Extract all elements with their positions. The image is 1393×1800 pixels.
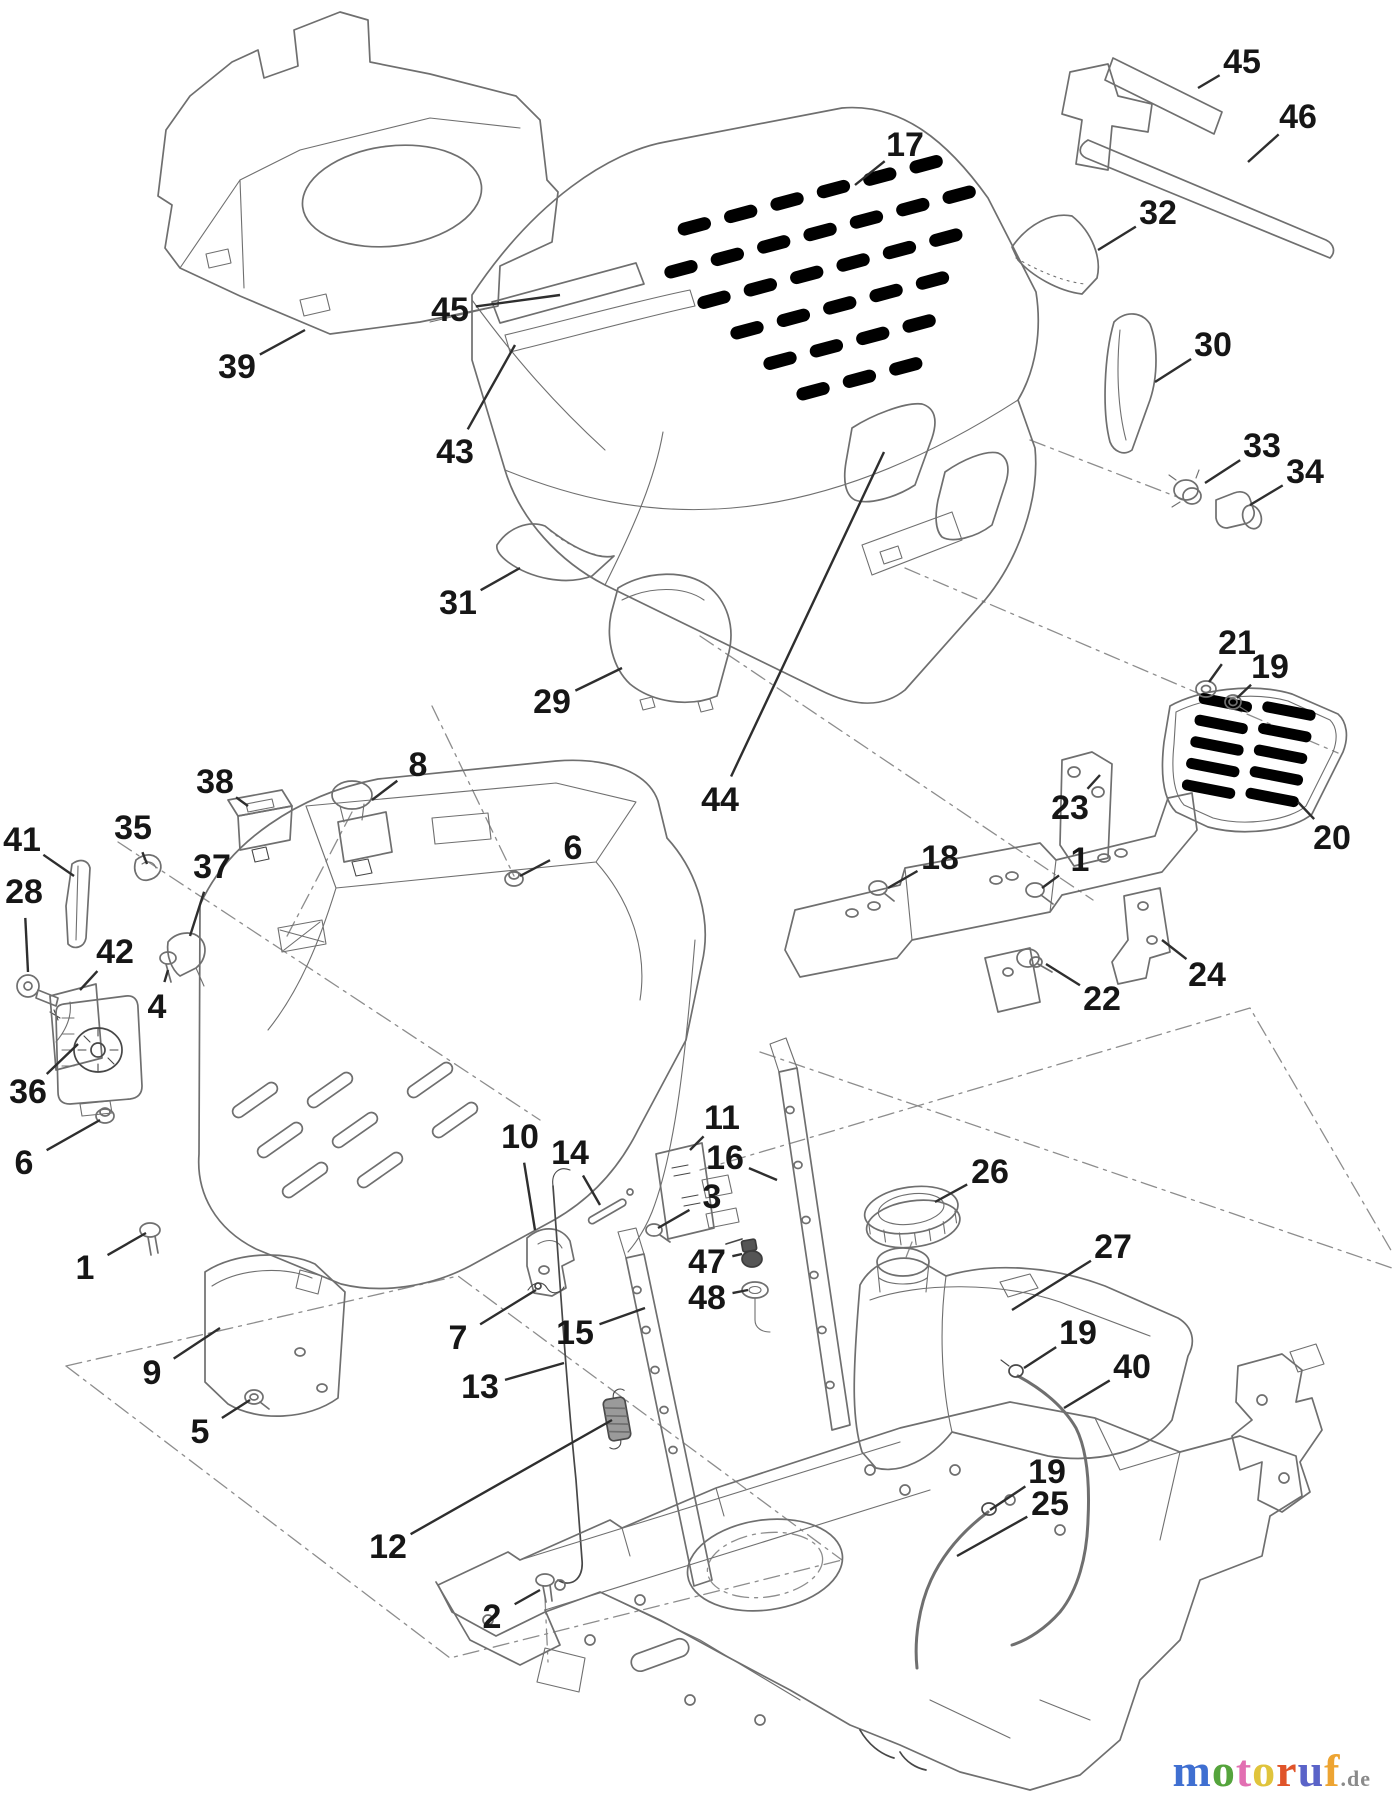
callout-21: 21 — [1218, 624, 1256, 662]
leader-line-47 — [732, 1254, 742, 1256]
leader-line-25 — [957, 1517, 1027, 1556]
leader-line-4 — [164, 970, 168, 982]
callout-35: 35 — [114, 809, 152, 847]
callout-34: 34 — [1286, 453, 1324, 491]
callout-29: 29 — [533, 683, 571, 721]
part-bulb-34 — [1216, 492, 1265, 532]
leader-line-6 — [47, 1120, 100, 1150]
leader-line-41 — [43, 855, 74, 876]
callout-20: 20 — [1313, 819, 1351, 857]
leader-line-33 — [1205, 460, 1240, 483]
callout-42: 42 — [96, 933, 134, 971]
callout-1: 1 — [1070, 841, 1090, 879]
watermark-letter: f — [1324, 1745, 1341, 1796]
leader-line-16 — [749, 1168, 777, 1180]
callout-27: 27 — [1094, 1228, 1132, 1266]
callout-17: 17 — [886, 126, 924, 164]
part-filler-neck — [877, 1248, 929, 1292]
callout-45: 45 — [431, 291, 469, 329]
callout-14: 14 — [551, 1134, 589, 1172]
hood-decal-45 — [492, 263, 644, 323]
leader-line-44 — [731, 452, 884, 776]
callout-31: 31 — [439, 584, 477, 622]
callout-11: 11 — [704, 1099, 740, 1137]
leader-line-31 — [481, 568, 520, 590]
part-decal-45b — [1105, 58, 1222, 134]
leader-line-32 — [1098, 227, 1136, 250]
motoruf-watermark — [1172, 1745, 1372, 1796]
part-lower-panel-9 — [205, 1255, 345, 1416]
callout-23: 23 — [1051, 789, 1089, 827]
part-bolt-2 — [536, 1574, 554, 1602]
callout-32: 32 — [1139, 194, 1177, 232]
watermark-letter: o — [1252, 1745, 1277, 1796]
leader-line-28 — [25, 918, 28, 972]
watermark-letter: u — [1297, 1745, 1325, 1796]
callout-18: 18 — [921, 839, 959, 877]
motoruf-watermark-suffix: .de — [1340, 1766, 1371, 1791]
callout-33: 33 — [1243, 427, 1281, 465]
callout-25: 25 — [1031, 1485, 1069, 1523]
callout-3: 3 — [702, 1178, 722, 1216]
callout-19: 19 — [1028, 1453, 1066, 1491]
callout-39: 39 — [218, 348, 256, 386]
callout-46: 46 — [1279, 98, 1317, 136]
part-bulb-socket-33 — [1169, 470, 1201, 507]
callout-13: 13 — [461, 1368, 499, 1406]
part-trim-32 — [1012, 215, 1098, 294]
callout-28: 28 — [5, 873, 43, 911]
callout-6: 6 — [14, 1144, 34, 1182]
part-trim-46 — [1062, 64, 1333, 258]
leader-line-39 — [260, 330, 305, 355]
callout-24: 24 — [1188, 956, 1226, 994]
leader-line-48 — [733, 1290, 748, 1293]
callout-22: 22 — [1083, 980, 1121, 1018]
callout-19: 19 — [1059, 1314, 1097, 1352]
callout-7: 7 — [448, 1319, 468, 1357]
part-grille — [1163, 688, 1347, 831]
hood-vents — [653, 147, 1017, 426]
leader-line-34 — [1250, 485, 1283, 505]
line-art — [14, 12, 1392, 1790]
callout-47: 47 — [688, 1243, 726, 1281]
callout-48: 48 — [688, 1279, 726, 1317]
callout-15: 15 — [556, 1314, 594, 1352]
part-key-28 — [17, 975, 60, 1020]
leader-line-19 — [990, 1486, 1025, 1510]
callout-12: 12 — [369, 1528, 407, 1566]
motoruf-watermark-word — [1173, 1745, 1341, 1796]
leader-line-12 — [411, 1420, 612, 1534]
part-blower-housing — [158, 12, 558, 334]
leader-line-43 — [468, 345, 515, 429]
callout-40: 40 — [1113, 1348, 1151, 1386]
leader-line-3 — [658, 1210, 689, 1228]
part-console — [199, 760, 705, 1294]
callout-45: 45 — [1223, 43, 1261, 81]
callout-4: 4 — [147, 988, 167, 1026]
leader-line-13 — [505, 1363, 564, 1380]
leader-line-7 — [480, 1290, 536, 1324]
callout-5: 5 — [190, 1413, 210, 1451]
leader-line-10 — [524, 1163, 535, 1230]
callout-8: 8 — [408, 746, 428, 784]
leader-line-29 — [575, 668, 622, 691]
callout-26: 26 — [971, 1153, 1009, 1191]
leader-line-9 — [174, 1328, 220, 1359]
callout-38: 38 — [196, 763, 234, 801]
callout-9: 9 — [142, 1354, 162, 1392]
leader-line-2 — [515, 1590, 540, 1604]
callout-43: 43 — [436, 433, 474, 471]
callout-19: 19 — [1251, 648, 1289, 686]
leader-line-8 — [372, 781, 397, 800]
callout-37: 37 — [193, 848, 231, 886]
leader-line-24 — [1162, 940, 1186, 959]
part-switch-8 — [332, 781, 392, 876]
watermark-letter: t — [1235, 1745, 1253, 1796]
callout-30: 30 — [1194, 326, 1232, 364]
part-latch-10 — [527, 1229, 574, 1296]
leader-line-45 — [476, 295, 560, 306]
leader-line-19 — [1024, 1347, 1056, 1368]
callout-1: 1 — [75, 1249, 95, 1287]
leader-line-45 — [1198, 75, 1220, 88]
leader-line-1 — [108, 1233, 146, 1255]
leader-line-30 — [1155, 359, 1191, 382]
watermark-letter: o — [1211, 1745, 1236, 1796]
leader-line-6 — [520, 860, 550, 876]
leader-line-22 — [1046, 964, 1080, 985]
leader-line-14 — [583, 1176, 600, 1205]
leader-line-42 — [80, 971, 97, 990]
callout-2: 2 — [482, 1598, 502, 1636]
part-bolt-1-left — [140, 1223, 160, 1255]
callout-layer — [3, 43, 1351, 1636]
watermark-letter: m — [1172, 1745, 1212, 1796]
callout-6: 6 — [563, 829, 583, 867]
leader-line-26 — [935, 1184, 967, 1202]
leader-line-46 — [1248, 134, 1279, 162]
leader-line-21 — [1209, 664, 1222, 682]
part-support-bracket — [785, 752, 1197, 1012]
part-spring-12 — [600, 1388, 634, 1449]
part-bolt-1a — [1026, 883, 1053, 904]
leader-line-37 — [190, 892, 204, 936]
leader-line-40 — [1064, 1380, 1110, 1408]
part-nut-6-right — [505, 871, 523, 886]
callout-41: 41 — [3, 821, 41, 859]
part-trim-30 — [1105, 314, 1156, 453]
part-fuel-valve-47 — [726, 1239, 762, 1267]
leader-line-1 — [1042, 875, 1059, 888]
callout-44: 44 — [701, 781, 739, 819]
watermark-letter: r — [1276, 1745, 1298, 1796]
alignment-lines — [66, 440, 1392, 1662]
callout-16: 16 — [706, 1139, 744, 1177]
part-strut-16 — [770, 1038, 850, 1430]
leader-line-36 — [47, 1044, 78, 1074]
part-scoop-29 — [609, 574, 731, 712]
leader-line-38 — [236, 797, 248, 806]
part-fuel-line-lower — [916, 1503, 996, 1668]
callout-10: 10 — [501, 1118, 539, 1156]
hood-window-44 — [845, 404, 935, 502]
callout-36: 36 — [9, 1073, 47, 1111]
